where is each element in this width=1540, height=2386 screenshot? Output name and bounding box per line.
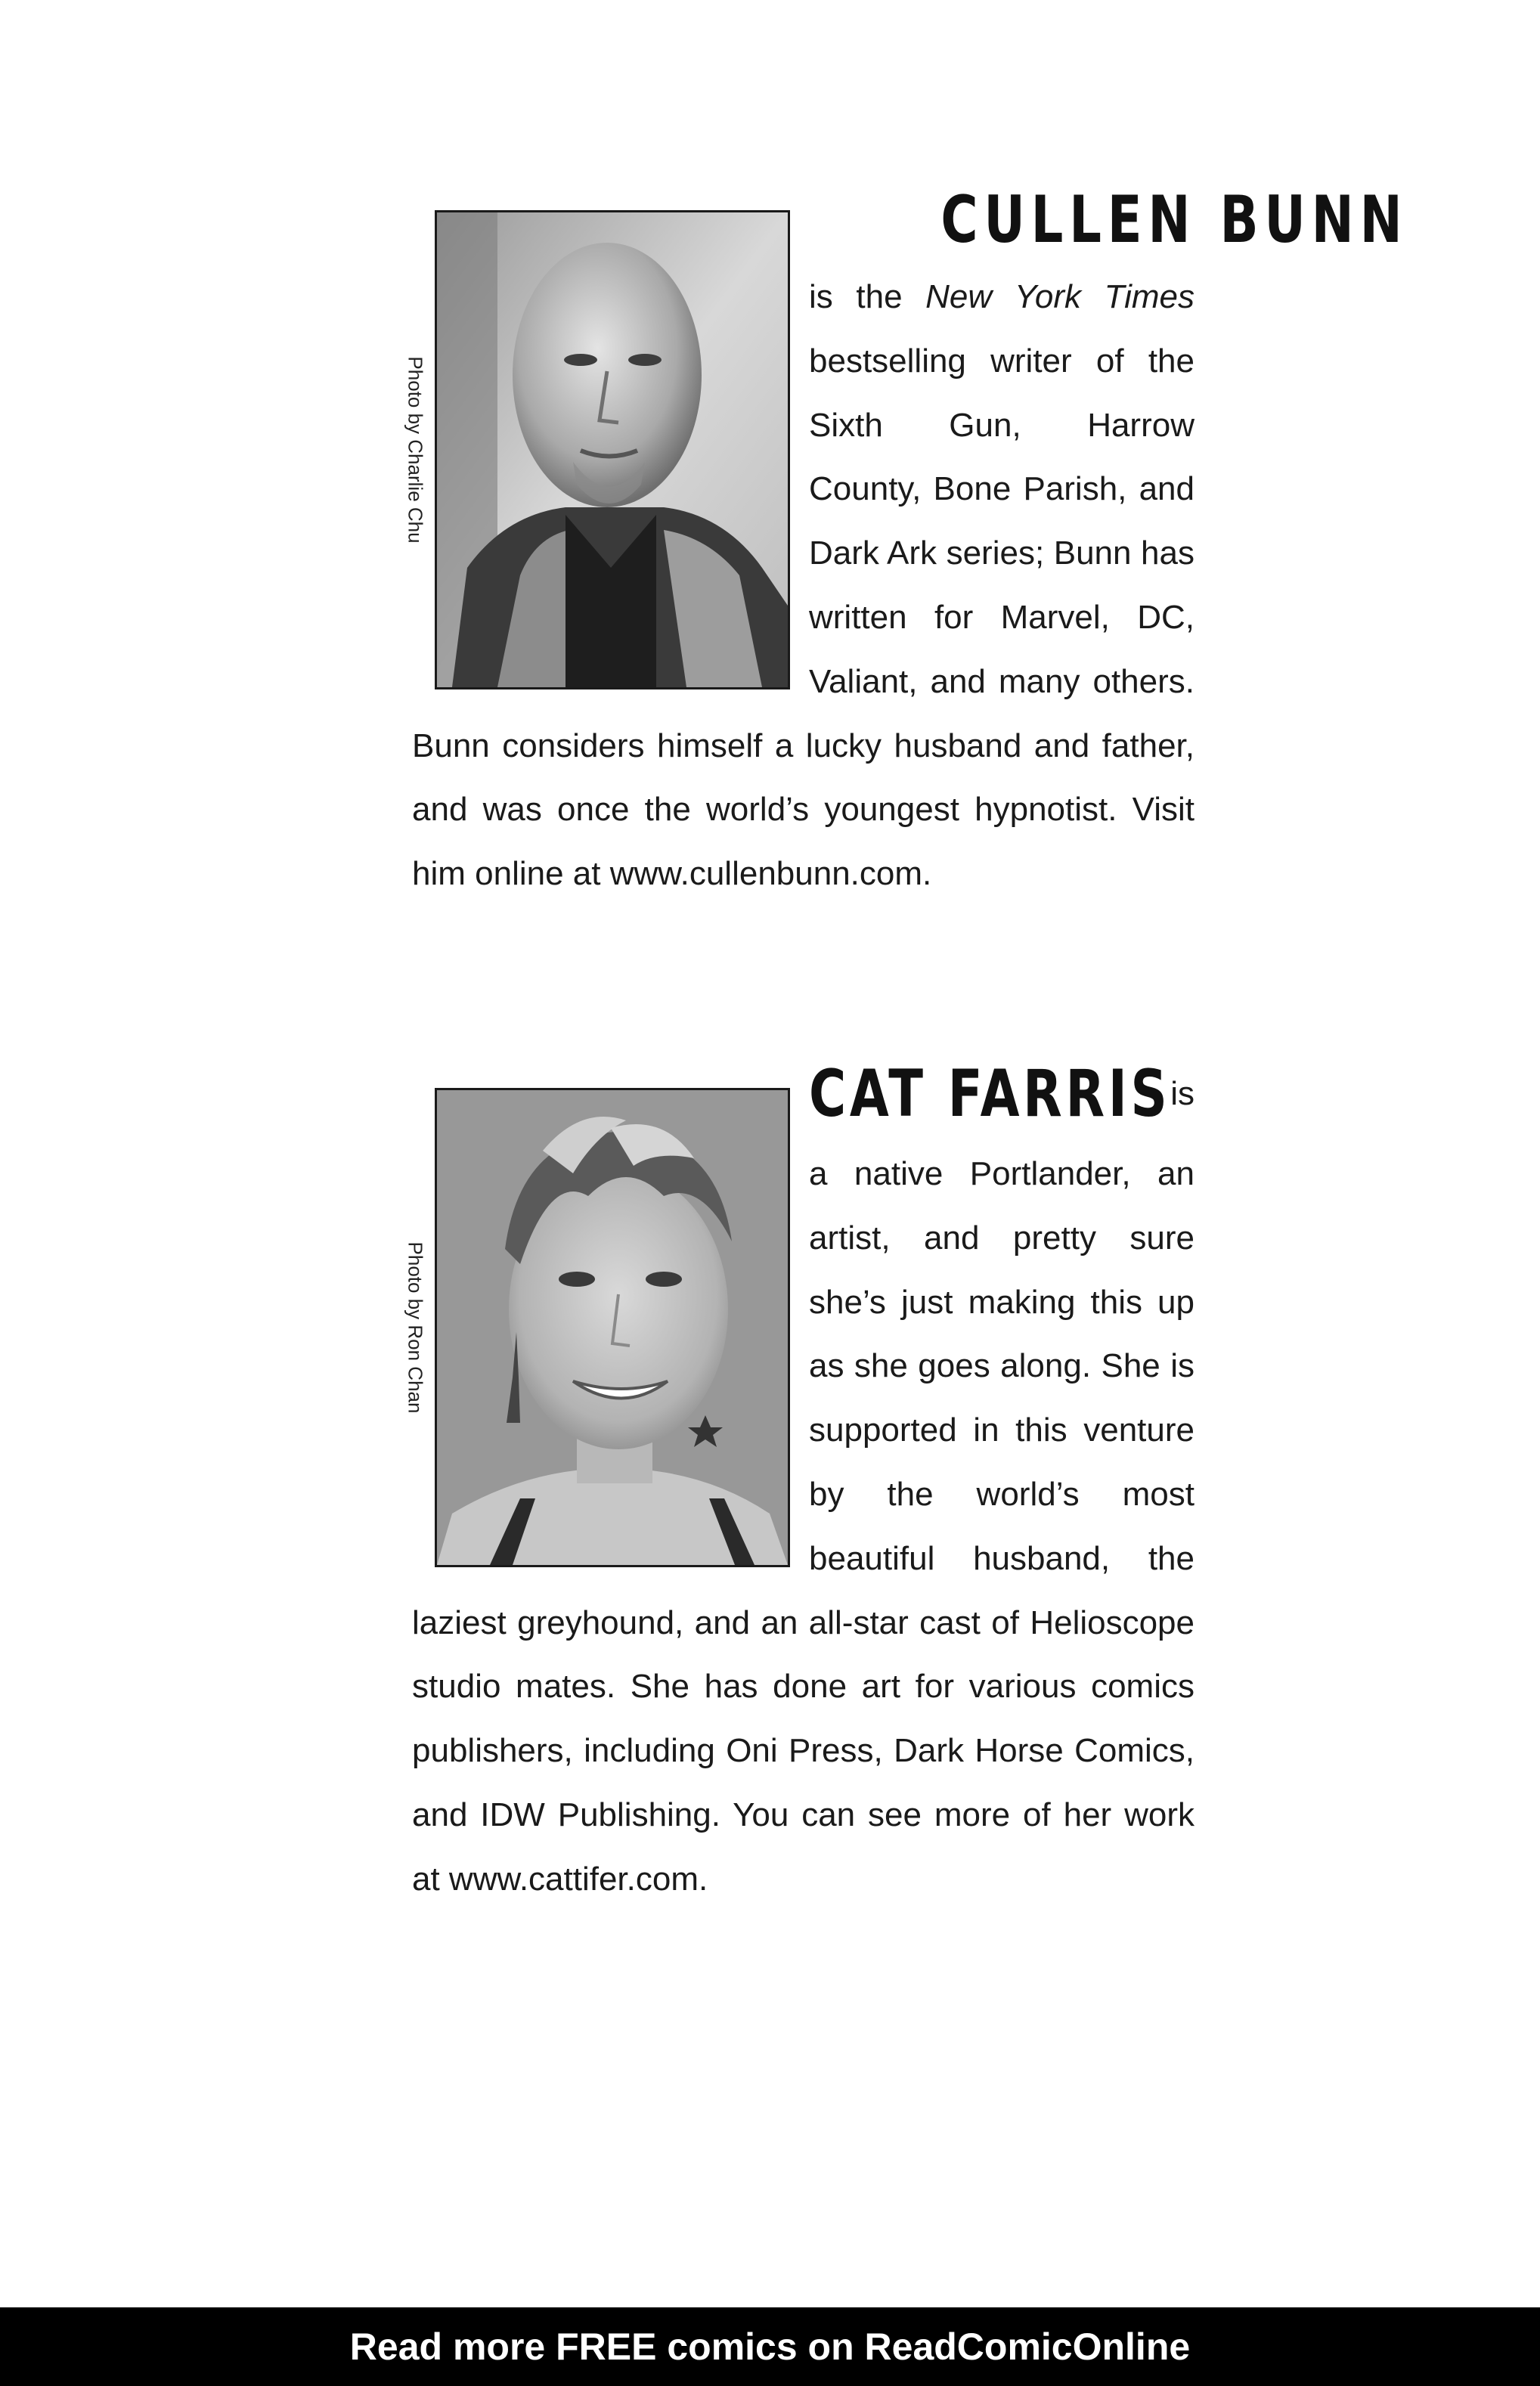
portrait-cat (435, 1088, 790, 1567)
bio-pre-cullen: is the (809, 278, 926, 315)
footer-text: Read more FREE comics on ReadComicOnline (349, 2326, 1191, 2368)
portrait-cat-image (437, 1090, 788, 1565)
footer-banner (0, 2307, 1540, 2386)
portrait-cullen-image (437, 212, 788, 687)
photo-credit-cat-text: Photo by Ron Chan (404, 1241, 427, 1414)
photo-credit-cullen (404, 210, 427, 689)
name-suffix-cat: is (1170, 1075, 1195, 1112)
bio-italic-cullen: New York Times (925, 278, 1195, 315)
photo-credit-cullen-text: Photo by Charlie Chu (404, 356, 427, 544)
photo-credit-cat (404, 1088, 427, 1567)
photo-cat-farris (404, 1088, 790, 1567)
bio-cullen-bunn (404, 175, 1408, 906)
author-name-cat: CAT FARRIS (809, 1056, 1171, 1132)
bio-cat-farris (404, 1049, 1195, 1912)
bio-body-cat: a native Portlander, an artist, and pretty sure she’s just making this up as she goes along. She is supported in this venture by the world’s most beautiful husband, the laziest greyhound, and an all-star cast of Helioscope studio mates. She has done art for various comics publishers, including Oni Press, Dark Horse Comics, and IDW Publishing. You can see more of her work at www.cattifer.com. (412, 1155, 1195, 1898)
author-name-cullen: CULLEN BUNN (940, 182, 1408, 258)
portrait-cullen (435, 210, 790, 689)
photo-cullen-bunn (404, 210, 790, 689)
bio-post-cullen: bestselling writer of the Sixth Gun, Harrow County, Bone Parish, and Dark Ark series; Bunn has written for Marvel, DC, Valiant, and many others. Bunn considers himself a lucky husband and father, and was once the world’s youngest hypnotist. Visit him online at www.cullenbunn.com. (412, 342, 1195, 893)
